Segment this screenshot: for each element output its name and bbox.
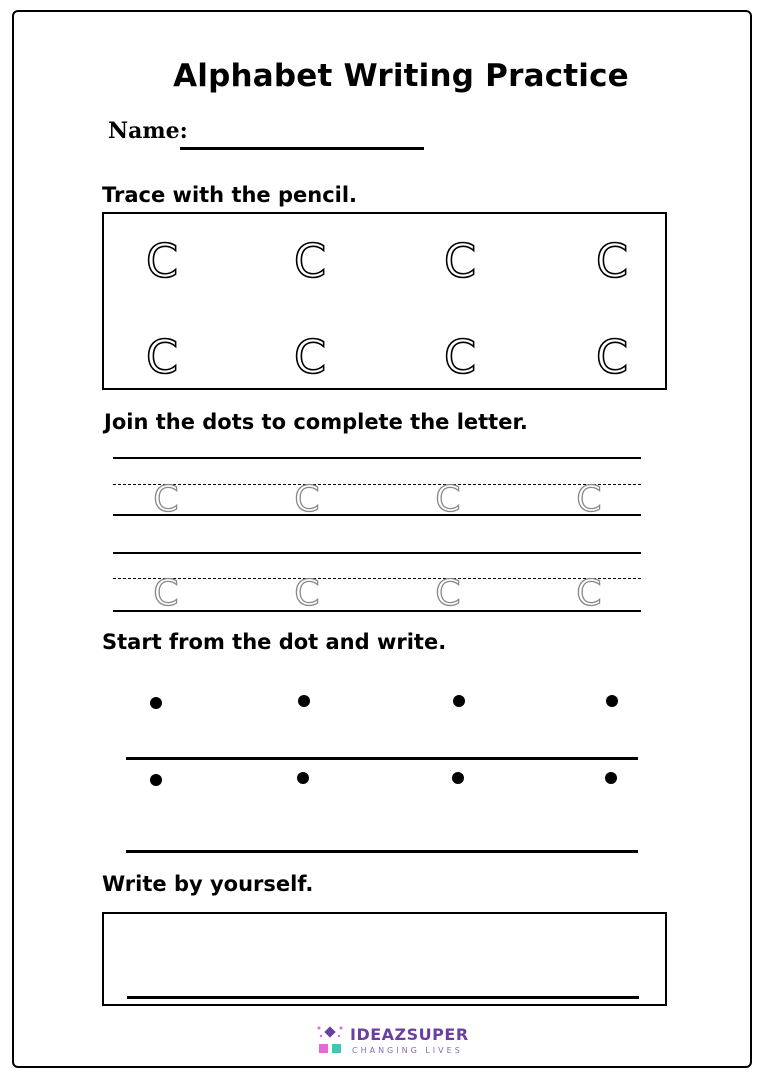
- guide-top-line: [113, 457, 641, 459]
- dotted-letter: [574, 479, 604, 520]
- start-dot: [452, 772, 464, 784]
- dotted-letter: [151, 573, 181, 614]
- trace-letter: C: [443, 330, 477, 384]
- writing-line[interactable]: [126, 757, 638, 760]
- trace-letter: C: [595, 330, 629, 384]
- start-dot: [605, 772, 617, 784]
- writing-line[interactable]: [126, 850, 638, 853]
- start-dot: [150, 774, 162, 786]
- trace-letter: C: [145, 234, 179, 288]
- name-write-line[interactable]: [180, 147, 424, 150]
- name-label: Name:: [108, 118, 188, 144]
- dotted-letter-glyph: C: [153, 573, 179, 614]
- start-dot: [606, 695, 618, 707]
- trace-heading: Trace with the pencil.: [102, 183, 358, 207]
- dotted-letter-glyph: C: [294, 479, 320, 520]
- dotted-letter: [292, 573, 322, 614]
- guide-mid-dashed-line: [113, 578, 641, 579]
- trace-letter: C: [595, 234, 629, 288]
- guide-mid-dashed-line: [113, 484, 641, 485]
- free-write-box[interactable]: [102, 912, 667, 1006]
- dotted-letter-glyph: C: [294, 573, 320, 614]
- start-dot: [298, 695, 310, 707]
- dotted-letter-glyph: C: [576, 479, 602, 520]
- logo-name: IDEAZSUPER: [350, 1025, 469, 1044]
- dotted-letter-glyph: C: [153, 479, 179, 520]
- writing-line[interactable]: [127, 996, 639, 999]
- dotted-letter-glyph: C: [576, 573, 602, 614]
- dotted-letter-glyph: C: [435, 573, 461, 614]
- trace-letter: C: [145, 330, 179, 384]
- write-heading: Write by yourself.: [102, 872, 314, 896]
- start-dot: [297, 772, 309, 784]
- dotted-letter: [292, 479, 322, 520]
- ideazsuper-logo-icon: [312, 1022, 348, 1056]
- trace-letter: C: [293, 330, 327, 384]
- dotted-letter-glyph: C: [435, 479, 461, 520]
- guide-base-line: [113, 514, 641, 516]
- start-dot: [453, 695, 465, 707]
- logo-tagline: CHANGING LIVES: [352, 1046, 463, 1055]
- page-border: [12, 10, 752, 1068]
- trace-letter: C: [443, 234, 477, 288]
- guide-base-line: [113, 610, 641, 612]
- dotted-letter: [433, 573, 463, 614]
- guide-top-line: [113, 552, 641, 554]
- join-dots-heading: Join the dots to complete the letter.: [104, 410, 528, 434]
- trace-box: [102, 212, 667, 390]
- dotted-letter: [433, 479, 463, 520]
- trace-letter: C: [293, 234, 327, 288]
- dotted-letter: [151, 479, 181, 520]
- start-dot-heading: Start from the dot and write.: [102, 630, 447, 654]
- start-dot: [150, 697, 162, 709]
- dotted-letter: [574, 573, 604, 614]
- page-title: Alphabet Writing Practice: [173, 58, 629, 94]
